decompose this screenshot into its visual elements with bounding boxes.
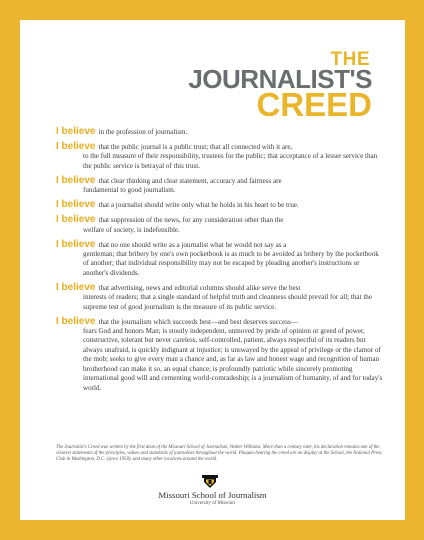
belief-text-continued: fears God and honors Man; is stoutly independent, unmoved by pride of opinion or greed of power, constructive, tolerant but never careless, self-controlled, patient, always respectful of its readers but always unafraid, is quickly indignant at injustice; is unswayed by the appeal of privilege or the clamor of the mob; seeks to give every man a chance and, as far as law and honest wage and recognition of human brotherhood can make it so, an equal chance; is profoundly patriotic while sincerely promoting international good will and cementing world-comradeship; is a journalism of humanity, of and for today's world.: [83, 327, 383, 392]
belief-item: [56, 283, 386, 312]
belief-text-continued: welfare of society, is indefensible.: [83, 225, 180, 234]
belief-label: I believe: [56, 281, 96, 293]
title-the: THE: [330, 49, 370, 70]
belief-label: I believe: [56, 141, 96, 152]
missouri-tiger-shield-icon: [202, 475, 218, 488]
creed-poster: [20, 20, 405, 520]
belief-item: [56, 317, 386, 393]
belief-label: I believe: [56, 126, 96, 137]
belief-text: that suppression of the news, for any consideration other than the: [98, 216, 284, 225]
belief-label: I believe: [56, 214, 96, 226]
belief-text: that advertising, news and editorial columns should alike serve the best: [98, 283, 301, 292]
belief-text-continued: interests of readers; that a single standard of helpful truth and cleanness should prevail for all; that the supreme test of good journalism is the measure of its public service.: [83, 293, 372, 311]
belief-text: in the profession of journalism.: [98, 128, 188, 136]
university-name: University of Missouri: [189, 501, 236, 506]
belief-text: that the journalism which succeeds best—and best deserves success—: [98, 317, 298, 326]
belief-label: I believe: [56, 238, 96, 250]
belief-item: [56, 240, 386, 279]
belief-label: I believe: [56, 174, 96, 186]
belief-item: [56, 215, 386, 235]
belief-item: [56, 127, 386, 137]
belief-text: that the public journal is a public trust; that all connected with it are,: [98, 143, 293, 151]
belief-text-continued: to the full measure of their responsibility, trustees for the public; that acceptance of a lesser service than the public service is betrayal of this trust.: [83, 152, 378, 170]
title-journalists: JOURNALIST'S: [188, 64, 372, 94]
belief-text-continued: gentleman; that bribery by one's own pocketbook is as much to be avoided as bribery by the pocketbook of another; that individual responsibility may not be escaped by pleading another's instructions or another's dividends.: [83, 250, 379, 277]
creed-footnote: The Journalist's Creed was written by the first dean of the Missouri School of Journalism, Walter Williams. More than a century later, his declaration remains one of the clearest statements of the principles, values and standards of journalists throughout the world. Plaques bearing the creed are on display at the School, the National Press Club in Washington, D.C. (since 1958), and many other locations around the world.: [56, 445, 382, 462]
belief-text: that clear thinking and clear statement, accuracy and fairness are: [98, 176, 282, 185]
title-creed: CREED: [256, 86, 372, 123]
belief-text: that no one should write as a journalist what he would not say as a: [98, 240, 287, 249]
school-name: Missouri School of Journalism: [158, 490, 267, 500]
creed-body: [56, 127, 386, 398]
belief-label: I believe: [56, 315, 96, 327]
belief-item: [56, 176, 386, 196]
belief-label: I believe: [56, 199, 96, 211]
belief-item: [56, 142, 386, 171]
belief-item: [56, 200, 386, 210]
poster-title: [188, 50, 372, 121]
belief-text: that a journalist should write only what he holds in his heart to be true.: [98, 201, 299, 210]
belief-text-continued: fundamental to good journalism.: [83, 186, 176, 195]
